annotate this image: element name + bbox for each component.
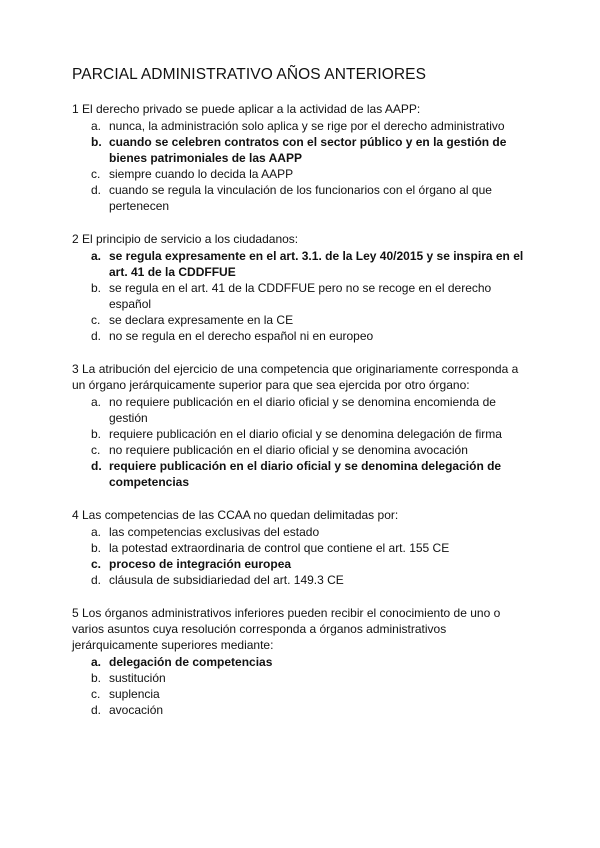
option-text: avocación (109, 703, 164, 717)
option-text: se regula expresamente en el art. 3.1. de la Ley 40/2015 y se inspira en el art. 41 de la CDDFFUE (109, 249, 524, 279)
option-marker: a. (91, 119, 102, 133)
option-marker: a. (91, 655, 102, 669)
answer-option-correct (72, 248, 532, 280)
option-marker: d. (91, 459, 102, 473)
option-marker: a. (91, 249, 102, 263)
option-marker: a. (91, 395, 102, 409)
option-text: proceso de integración europea (109, 557, 292, 571)
option-marker: d. (91, 329, 102, 343)
option-marker: b. (91, 427, 102, 441)
option-marker: b. (91, 135, 102, 149)
question-text: 4 Las competencias de las CCAA no quedan delimitadas por: (72, 508, 399, 522)
option-text: requiere publicación en el diario oficial y se denomina delegación de competencias (109, 459, 502, 489)
answer-options (72, 118, 532, 214)
question-text: 1 El derecho privado se puede aplicar a la actividad de las AAPP: (72, 102, 421, 116)
option-text: siempre cuando lo decida la AAPP (109, 167, 294, 181)
option-text: se declara expresamente en la CE (109, 313, 294, 327)
answer-option-correct (72, 134, 532, 166)
option-marker: d. (91, 573, 102, 587)
answer-option (72, 702, 532, 718)
answer-option (72, 442, 532, 458)
option-text: cuando se regula la vinculación de los funcionarios con el órgano al que pertenecen (109, 183, 492, 213)
option-marker: c. (91, 687, 101, 701)
option-text: las competencias exclusivas del estado (109, 525, 320, 539)
document-title: PARCIAL ADMINISTRATIVO AÑOS ANTERIORES (72, 66, 427, 83)
option-marker: b. (91, 281, 102, 295)
question-1 (72, 101, 532, 214)
option-text: sustitución (109, 671, 166, 685)
option-text: delegación de competencias (109, 655, 273, 669)
answer-option (72, 524, 532, 540)
option-marker: d. (91, 703, 102, 717)
answer-option-correct (72, 654, 532, 670)
option-marker: c. (91, 557, 102, 571)
option-marker: c. (91, 167, 101, 181)
answer-options (72, 248, 532, 344)
option-text: cuando se celebren contratos con el sector público y en la gestión de bienes patrimoniales de las AAPP (109, 135, 507, 165)
option-text: no requiere publicación en el diario oficial y se denomina avocación (109, 443, 468, 457)
answer-option (72, 670, 532, 686)
document-page (72, 66, 532, 735)
answer-option (72, 394, 532, 426)
option-marker: c. (91, 313, 101, 327)
answer-option (72, 166, 532, 182)
answer-option (72, 686, 532, 702)
answer-option (72, 572, 532, 588)
question-list (72, 101, 532, 718)
question-2 (72, 231, 532, 344)
answer-option (72, 280, 532, 312)
question-text: 3 La atribución del ejercicio de una competencia que originariamente corresponda a un órgano jerárquicamente superior para que sea ejercida por otro órgano: (72, 362, 519, 392)
option-marker: a. (91, 525, 102, 539)
answer-option (72, 328, 532, 344)
answer-options (72, 654, 532, 718)
answer-option-correct (72, 556, 532, 572)
option-text: cláusula de subsidiariedad del art. 149.3 CE (109, 573, 344, 587)
answer-options (72, 524, 532, 588)
option-text: la potestad extraordinaria de control que contiene el art. 155 CE (109, 541, 450, 555)
question-4 (72, 507, 532, 588)
option-text: no se regula en el derecho español ni en europeo (109, 329, 374, 343)
answer-option (72, 540, 532, 556)
answer-option-correct (72, 458, 532, 490)
option-marker: d. (91, 183, 102, 197)
option-text: suplencia (109, 687, 160, 701)
option-marker: b. (91, 671, 102, 685)
option-marker: c. (91, 443, 101, 457)
question-text: 2 El principio de servicio a los ciudadanos: (72, 232, 299, 246)
option-text: se regula en el art. 41 de la CDDFFUE pero no se recoge en el derecho español (109, 281, 492, 311)
option-marker: b. (91, 541, 102, 555)
option-text: nunca, la administración solo aplica y se rige por el derecho administrativo (109, 119, 505, 133)
option-text: no requiere publicación en el diario oficial y se denomina encomienda de gestión (109, 395, 496, 425)
answer-option (72, 182, 532, 214)
question-3 (72, 361, 532, 490)
question-5 (72, 605, 532, 718)
answer-option (72, 118, 532, 134)
answer-option (72, 426, 532, 442)
question-text: 5 Los órganos administrativos inferiores pueden recibir el conocimiento de uno o varios asuntos cuya resolución corresponda a órganos administrativos jerárquicamente superiores mediante: (72, 606, 501, 652)
option-text: requiere publicación en el diario oficial y se denomina delegación de firma (109, 427, 502, 441)
answer-option (72, 312, 532, 328)
answer-options (72, 394, 532, 490)
